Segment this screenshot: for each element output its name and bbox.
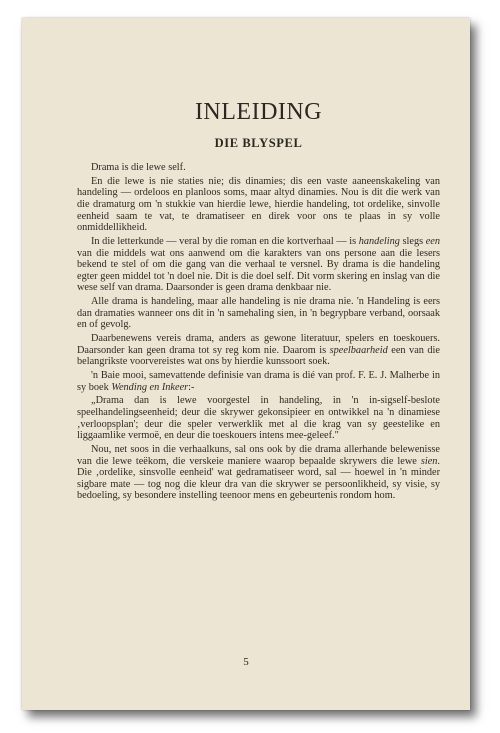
- paragraph: [77, 444, 440, 502]
- paragraph: [77, 162, 440, 174]
- paragraph: [77, 176, 440, 234]
- text-run: En die lewe is nie staties nie; dis dinamies; dis een vaste aaneenskakeling van handeling — ordeloos en planloos soms, maar altyd dinamies. Nou is dit die werk van die dramaturg om 'n stukkie van hierdie lewe, hierdie handeling, tot ordelike, sinvolle eenheid saam te vat, te dramatiseer en direk voor ons te plaas in sy volle onmiddellikheid.: [77, 175, 440, 234]
- emphasized-text: een: [425, 235, 441, 247]
- page-number: 5: [243, 656, 249, 668]
- text-run: Drama is die lewe self.: [91, 162, 186, 173]
- text-run: slegs: [399, 235, 426, 247]
- book-page: [22, 18, 470, 710]
- body-text: [77, 162, 440, 502]
- emphasized-text: sien: [420, 455, 438, 467]
- paragraph: [77, 333, 440, 368]
- paragraph: [77, 296, 440, 331]
- paragraph: [77, 236, 440, 294]
- emphasized-text: handeling: [358, 235, 400, 247]
- chapter-title: INLEIDING: [194, 99, 323, 125]
- emphasized-text: speelbaarheid: [329, 344, 388, 356]
- text-run: een van die belangrikste voorvereistes wat ons by hierdie kunssoort soek.: [77, 344, 440, 368]
- text-run: van die middels wat ons aanwend om die karakters van ons persone aan die lesers bekend te stel of om die gang van die verhaal te versnel. By drama is die handeling egter geen middel tot 'n doel nie. Dit is die doel self. Dit vorm skering en inslag van die wese self van drama. Daarsonder is geen drama denkbaar nie.: [77, 247, 440, 294]
- section-subtitle: DIE BLYSPEL: [214, 136, 303, 150]
- emphasized-text: Wending en Inkeer: [111, 381, 189, 393]
- definition-quote: [77, 395, 440, 441]
- page-content: [77, 99, 440, 504]
- text-run: :-: [188, 381, 195, 393]
- text-run: Alle drama is handeling, maar alle handeling is nie drama nie. 'n Handeling is eers dan dramaties wanneer ons dit in 'n samehaling sien, in 'n begrypbare verband, oorsaak en of gevolg.: [77, 296, 440, 331]
- text-run: Daarbenewens vereis drama, anders as gewone literatuur, spelers en toeskouers. Daarsonder kan geen drama tot sy reg kom nie. Daarom is: [77, 333, 440, 356]
- text-run: 'n Baie mooi, samevattende definisie van drama is dié van prof. F. E. J. Malherbe in sy boek: [77, 370, 440, 393]
- paragraph: [77, 370, 440, 393]
- text-run: . Die ‚ordelike, sinsvolle eenheid' wat gedramatiseer word, sal — hoewel in 'n minder sigbare mate — tog nog die kleur dra van die skrywer se persoonlikheid, sy visie, sy bedoeling, sy besondere instelling teenoor mens en gebeurtenis rondom hom.: [77, 455, 440, 502]
- text-run: „Drama dan is lewe voorgestel in handeling, in 'n in-sigself-beslote speelhandelingseenheid; deur die skrywer gekonsipieer en ontwikkel na 'n dinamiese ‚verloopsplan'; deur die speler verwerklik met al die krag van sy geestelike en liggaamlike vermoë, en deur die toeskouers intens mee-geleef.": [77, 395, 440, 442]
- text-run: Nou, net soos in die verhaalkuns, sal ons ook by die drama allerhande belewenisse van die lewe teëkom, die verskeie maniere waarop bepaalde skrywers die lewe: [77, 443, 440, 467]
- text-run: In die letterkunde — veral by die roman en die kortverhaal — is: [91, 235, 359, 247]
